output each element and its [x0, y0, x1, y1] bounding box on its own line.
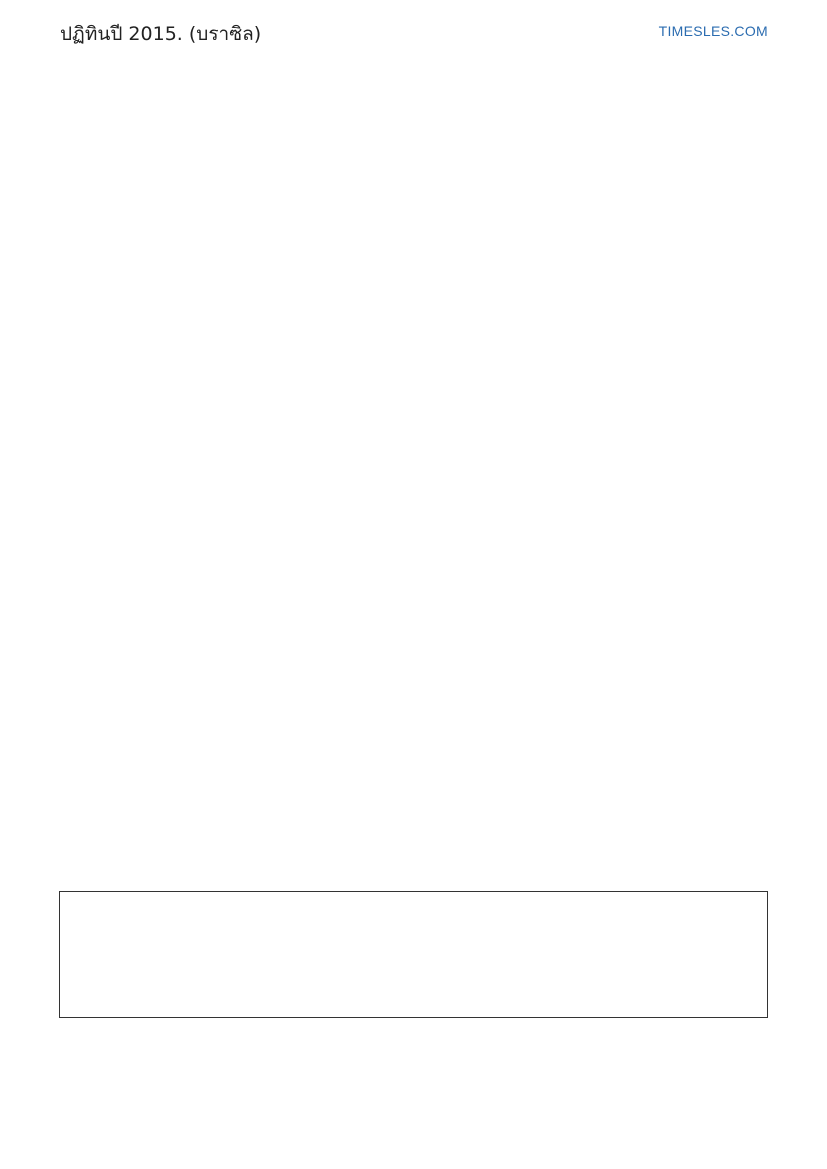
- page-title: ปฏิทินปี 2015. (บราซิล): [60, 23, 262, 45]
- brand-logo[interactable]: TIMESLES.COM: [658, 23, 768, 39]
- holiday-list: [59, 891, 768, 1018]
